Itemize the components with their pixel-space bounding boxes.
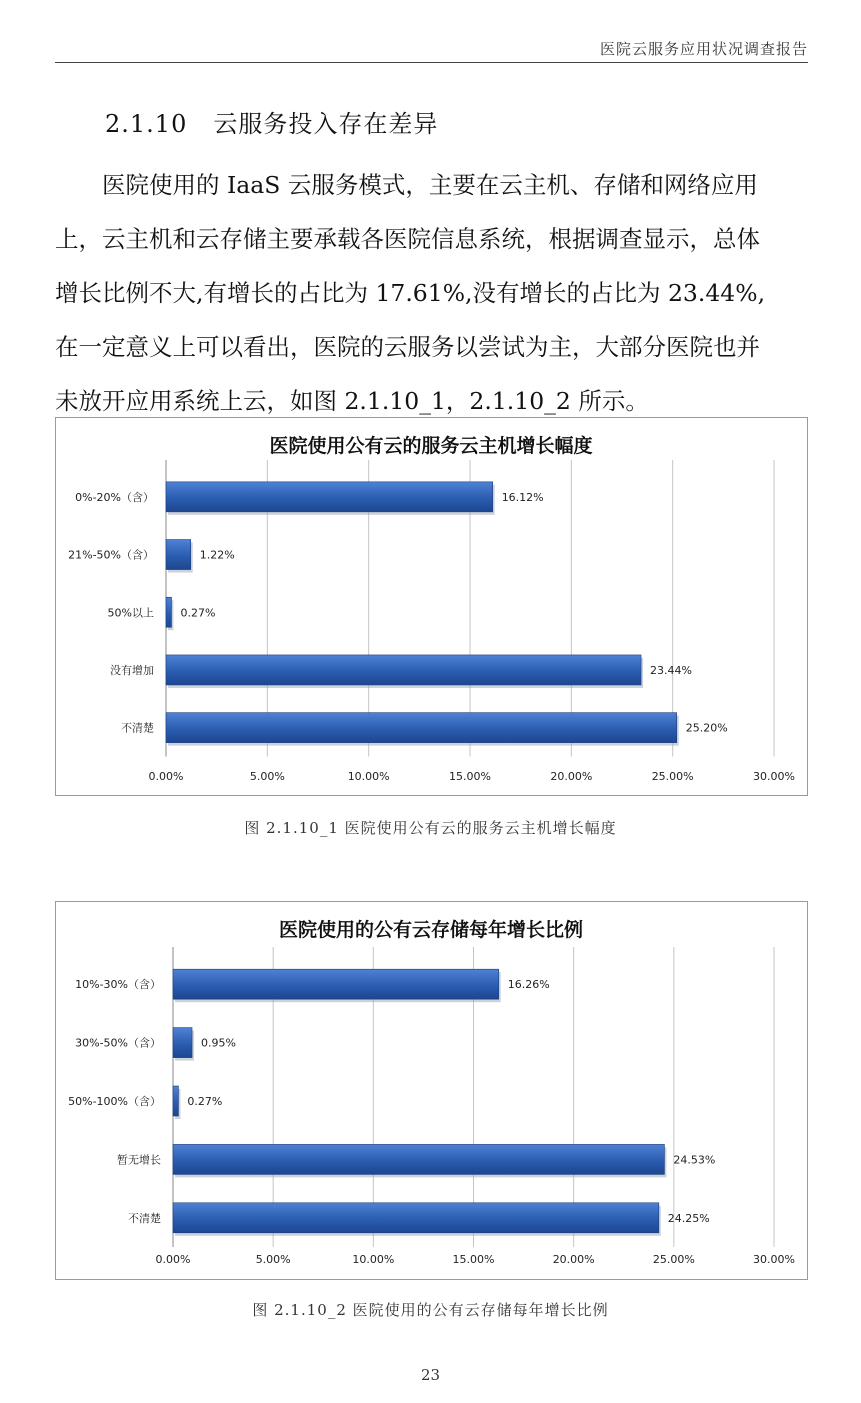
header-rule (55, 62, 808, 63)
bar-value-label: 24.53% (673, 1153, 716, 1167)
chart-title: 医院使用的公有云存储每年增长比例 (278, 919, 584, 941)
x-tick-label: 0.00% (155, 1253, 191, 1266)
bar (173, 1086, 178, 1116)
bar-value-label: 0.95% (201, 1036, 236, 1050)
figure-caption: 图 2.1.10_1 医院使用公有云的服务云主机增长幅度 (244, 819, 617, 837)
chart-title: 医院使用公有云的服务云主机增长幅度 (269, 435, 593, 457)
bar-value-label: 1.22% (199, 548, 235, 562)
bar (173, 1028, 192, 1058)
paragraph-line: 未放开应用系统上云，如图 2.1.10_1，2.1.10_2 所示。 (55, 387, 649, 415)
bar (166, 482, 493, 512)
chart-storage-growth (55, 901, 808, 1280)
category-label: 没有增加 (110, 663, 154, 677)
x-tick-label: 30.00% (753, 770, 795, 783)
bar (166, 713, 677, 743)
x-tick-label: 20.00% (552, 1253, 595, 1266)
bar (166, 597, 171, 627)
section-number: 2.1.10 (105, 110, 188, 138)
bar-value-label: 24.25% (667, 1211, 710, 1225)
x-tick-label: 15.00% (449, 770, 491, 783)
category-label: 10%-30%（含） (75, 978, 161, 992)
chart-storage-growth-svg (56, 902, 807, 1279)
bar-value-label: 0.27% (180, 606, 216, 620)
category-label: 50%以上 (107, 606, 154, 620)
bar (166, 655, 641, 685)
bar (173, 1144, 664, 1174)
chart-host-growth-svg (56, 418, 807, 795)
body-paragraph (55, 158, 811, 428)
bar-value-label: 16.26% (507, 978, 550, 992)
running-header: 医院云服务应用状况调查报告 (599, 40, 808, 58)
paragraph-line: 医院使用的 IaaS 云服务模式，主要在云主机、存储和网络应用 (102, 171, 758, 199)
category-label: 不清楚 (121, 721, 154, 735)
x-tick-label: 20.00% (550, 770, 593, 783)
x-tick-label: 15.00% (452, 1253, 495, 1266)
x-tick-label: 5.00% (249, 770, 285, 783)
bar-value-label: 16.12% (501, 490, 544, 504)
x-tick-label: 10.00% (352, 1253, 395, 1266)
section-heading (105, 104, 438, 139)
x-tick-label: 0.00% (148, 770, 184, 783)
category-label: 不清楚 (128, 1211, 161, 1225)
figure-caption: 图 2.1.10_2 医院使用的公有云存储每年增长比例 (252, 1301, 609, 1319)
bar (173, 969, 499, 999)
category-label: 30%-50%（含） (75, 1036, 161, 1050)
paragraph-line: 上，云主机和云存储主要承载各医院信息系统，根据调查显示，总体 (55, 225, 760, 253)
section-title: 云服务投入存在差异 (213, 110, 439, 138)
category-label: 暂无增长 (117, 1153, 161, 1167)
category-label: 21%-50%（含） (68, 548, 154, 562)
x-tick-label: 10.00% (347, 770, 390, 783)
paragraph-line: 在一定意义上可以看出，医院的云服务以尝试为主，大部分医院也并 (55, 333, 760, 361)
bar-value-label: 25.20% (685, 721, 728, 735)
bar (166, 540, 191, 570)
x-tick-label: 30.00% (753, 1253, 795, 1266)
x-tick-label: 5.00% (255, 1253, 291, 1266)
bar-value-label: 23.44% (650, 663, 693, 677)
x-tick-label: 25.00% (652, 1253, 695, 1266)
category-label: 50%-100%（含） (68, 1095, 161, 1108)
category-label: 0%-20%（含） (75, 490, 154, 504)
chart-host-growth (55, 417, 808, 796)
bar-value-label: 0.27% (187, 1095, 223, 1108)
paragraph-line: 增长比例不大,有增长的占比为 17.61%,没有增长的占比为 23.44%, (55, 279, 766, 307)
bar (173, 1203, 659, 1233)
page-number: 23 (420, 1366, 441, 1384)
x-tick-label: 25.00% (651, 770, 694, 783)
